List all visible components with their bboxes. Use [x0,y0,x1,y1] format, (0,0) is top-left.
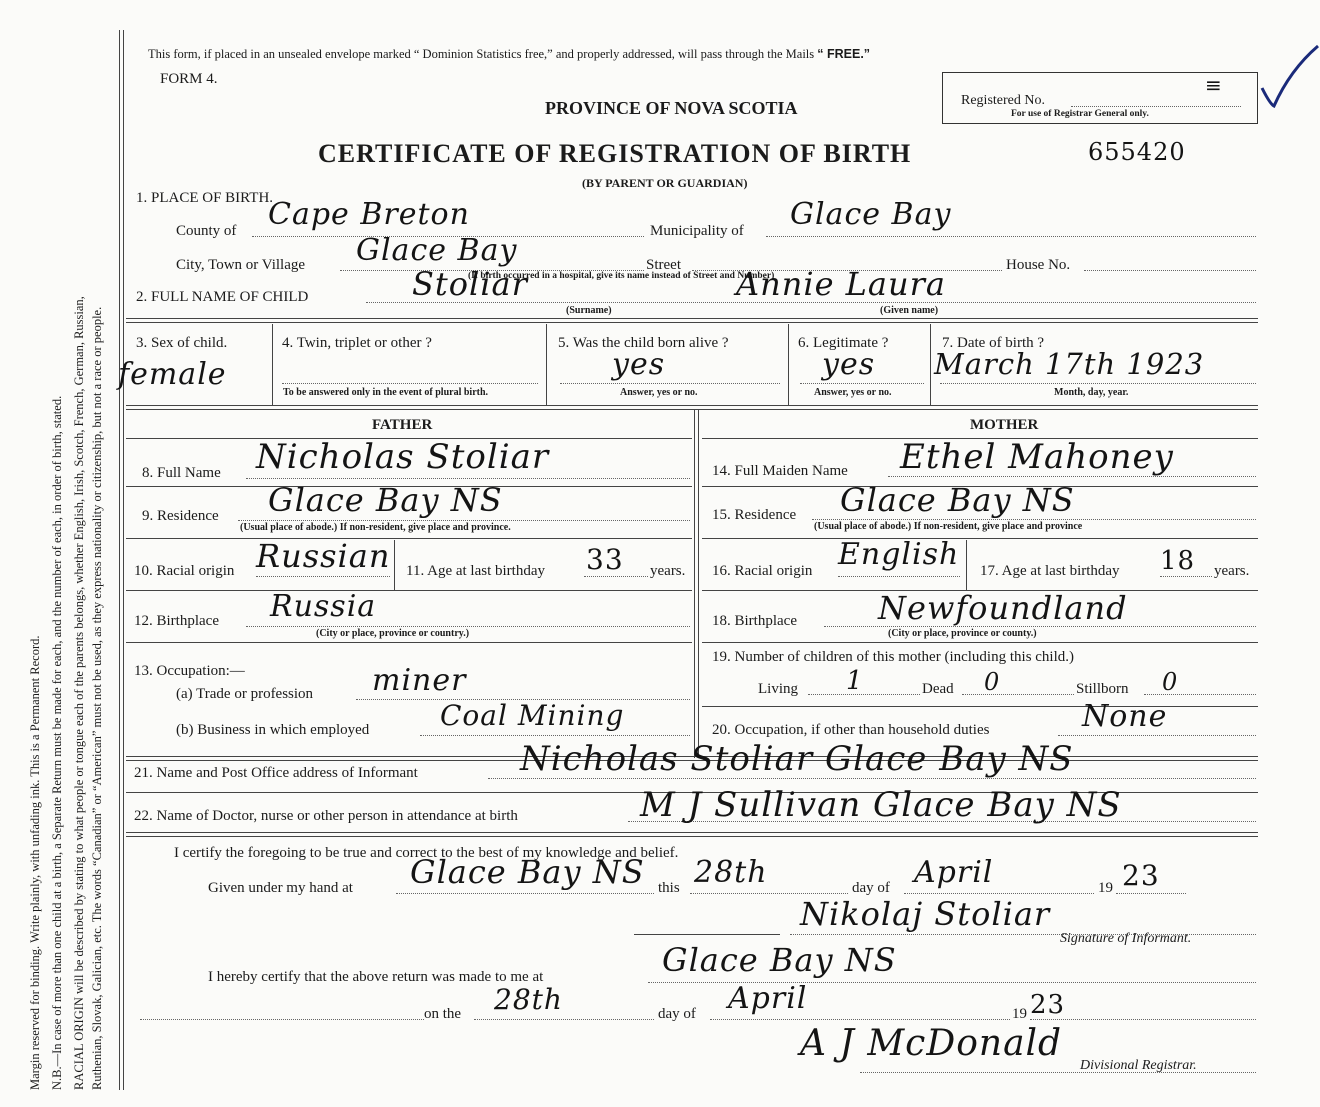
province-heading: PROVINCE OF NOVA SCOTIA [545,98,798,118]
father-years-label: years. [650,563,686,579]
registrar-month-value: April [728,981,808,1016]
mother-age-label: 17. Age at last birthday [980,563,1120,579]
surname-caption: (Surname) [566,305,612,316]
child-name-label: 2. FULL NAME OF CHILD [136,289,309,305]
given-name-caption: (Given name) [880,305,939,316]
stillborn-label: Stillborn [1076,681,1129,697]
rule-row-12 [126,642,692,643]
municipality-line [766,236,1256,237]
register-mark: ≡ [1205,73,1223,97]
certification-statement: I certify the foregoing to be true and correct to the best of my knowledge and belief. [174,845,679,861]
certificate-subtitle: (BY PARENT OR GUARDIAN) [582,176,748,190]
legitimate-label: 6. Legitimate ? [798,335,889,351]
given-day-line [690,893,848,894]
legitimate-caption: Answer, yes or no. [814,387,892,398]
living-label: Living [758,681,798,697]
margin-rule-2 [123,30,124,1090]
alive-caption: Answer, yes or no. [620,387,698,398]
registrar-month-line [710,1019,1010,1020]
father-racial-label: 10. Racial origin [134,563,235,579]
dob-caption: Month, day, year. [1054,387,1129,398]
registrar-day-of-label: day of [658,1006,696,1022]
given-place-value: Glace Bay NS [410,853,645,891]
rule-row-15 [702,538,1258,539]
father-birthplace-line [246,626,690,627]
mother-residence-value: Glace Bay NS [840,481,1075,519]
registrar-caption: Divisional Registrar. [1080,1058,1197,1073]
registered-number-box [942,72,1258,124]
father-residence-value: Glace Bay NS [268,481,503,519]
margin-note-2: N.B.—In case of more than one child at a birth, a Separate Return must be made for each, and the number of each, in order of birth, stated. [50,395,64,1090]
check-mark-icon [1260,40,1320,110]
child-surname-value: Stoliar [412,265,528,303]
col-divider-16-17 [966,540,967,590]
father-residence-line [238,520,690,521]
registrar-year-value: 23 [1030,990,1066,1020]
margin-note-1: Margin reserved for binding. Write plainly, with unfading ink. This is a Permanent Record. [28,635,42,1090]
father-business-label: (b) Business in which employed [176,722,370,738]
dob-value: March 17th 1923 [934,347,1205,381]
registrar-leading-line [140,1019,424,1020]
alive-value: yes [612,347,666,382]
mother-name-value: Ethel Mahoney [900,437,1174,477]
father-business-line [420,735,690,736]
attendant-value: M J Sullivan Glace Bay NS [640,785,1122,825]
mother-racial-line [838,576,960,577]
father-residence-caption: (Usual place of abode.) If non-resident, give place and province. [240,522,511,533]
stillborn-value: 0 [1162,668,1179,696]
mother-residence-caption: (Usual place of abode.) If non-resident, give place and province [814,521,1083,532]
rule-row-10 [126,590,692,591]
mother-name-label: 14. Full Maiden Name [712,463,848,479]
dead-line [962,694,1074,695]
certificate-title: CERTIFICATE OF REGISTRATION OF BIRTH [318,139,912,168]
col-divider-c [788,324,789,406]
sex-value: female [118,357,227,392]
signature-blank-line [634,934,780,935]
margin-note-4: Ruthenian, Slovak, Galician, etc. The words “Canadian” or “American” must not be used, as they express nationality or citizenship, but not a race or people. [90,306,104,1090]
signature-caption: Signature of Informant. [1060,931,1192,946]
father-occupation-label: 13. Occupation:— [134,663,245,679]
father-header: FATHER [372,417,433,433]
mother-residence-line [812,519,1256,520]
city-label: City, Town or Village [176,257,306,273]
informant-value: Nicholas Stoliar Glace Bay NS [520,739,1074,779]
mother-age-line [1160,576,1212,577]
legitimate-value: yes [822,347,876,382]
mother-occupation-value: None [1082,699,1168,734]
municipality-value: Glace Bay [790,197,952,232]
mail-notice: This form, if placed in an unsealed envelope marked “ Dominion Statistics free,” and properly addressed, will pass through the Mails “ FREE.” [148,47,871,61]
twin-note: To be answered only in the event of plural birth. [283,387,489,398]
given-month-value: April [914,855,994,890]
father-business-value: Coal Mining [440,699,625,732]
street-label: Street [646,257,681,273]
father-name-value: Nicholas Stoliar [256,437,550,477]
section-divider-4 [126,832,1258,837]
registered-no-dots [1071,106,1241,107]
col-divider-10-11 [394,540,395,590]
legitimate-line [800,383,924,384]
dead-value: 0 [984,668,1001,696]
given-month-line [904,893,1094,894]
rule-row-19 [702,706,1258,707]
registrar-statement: I hereby certify that the above return was made to me at [208,969,544,985]
this-label: this [658,880,680,896]
alive-label: 5. Was the child born alive ? [558,335,729,351]
rule-row-9 [126,538,692,539]
father-residence-label: 9. Residence [142,508,219,524]
father-age-value: 33 [586,543,624,576]
informant-signature: Nikolaj Stoliar [800,895,1051,933]
margin-notes [28,30,122,1090]
child-given-value: Annie Laura [736,265,946,303]
attendant-label: 22. Name of Doctor, nurse or other person in attendance at birth [134,808,518,824]
mother-header: MOTHER [970,417,1039,433]
given-year-value: 23 [1122,859,1160,892]
father-name-label: 8. Full Name [142,465,221,481]
registrar-day-line [474,1019,654,1020]
mother-racial-label: 16. Racial origin [712,563,813,579]
given-under-hand-label: Given under my hand at [208,880,353,896]
dead-label: Dead [922,681,954,697]
municipality-label: Municipality of [650,223,744,239]
registrar-use-note: For use of Registrar General only. [1011,109,1149,119]
father-birthplace-label: 12. Birthplace [134,613,219,629]
informant-label: 21. Name and Post Office address of Informant [134,765,418,781]
city-value: Glace Bay [356,233,518,268]
father-racial-line [256,576,390,577]
sex-label: 3. Sex of child. [136,335,228,351]
margin-rule-1 [119,30,120,1090]
registered-no-label: Registered No. [961,93,1045,108]
father-age-label: 11. Age at last birthday [406,563,545,579]
place-of-birth-label: 1. PLACE OF BIRTH. [136,190,274,206]
father-name-line [246,478,690,479]
mother-birthplace-caption: (City or place, province or county.) [888,628,1037,639]
mother-occupation-line [1058,735,1256,736]
registrar-signature: A J McDonald [800,1023,1063,1064]
mother-birthplace-label: 18. Birthplace [712,613,797,629]
given-place-line [396,893,654,894]
col-divider-a [272,324,273,406]
alive-line [560,383,780,384]
mother-years-label: years. [1214,563,1250,579]
given-day-of-label: day of [852,880,890,896]
house-no-line [1084,270,1256,271]
county-label: County of [176,223,237,239]
form-number: FORM 4. [160,71,218,87]
rule-row-18 [702,642,1258,643]
given-year-prefix: 19 [1098,880,1113,896]
on-the-label: on the [424,1006,462,1022]
given-day-value: 28th [694,855,768,890]
father-trade-value: miner [372,663,467,698]
twin-line [282,383,538,384]
dob-line [940,383,1256,384]
mother-residence-label: 15. Residence [712,507,797,523]
hospital-note: (If birth occurred in a hospital, give its name instead of Street and Number) [468,271,775,281]
living-value: 1 [846,666,864,696]
mother-racial-value: English [838,537,960,572]
house-no-label: House No. [1006,257,1071,273]
dob-label: 7. Date of birth ? [942,335,1045,351]
mother-birthplace-value: Newfoundland [878,589,1128,627]
father-age-line [584,576,648,577]
twin-label: 4. Twin, triplet or other ? [282,335,432,351]
mother-occupation-label: 20. Occupation, if other than household duties [712,722,990,738]
certificate-number: 655420 [1088,138,1186,166]
father-birthplace-value: Russia [270,589,377,624]
registrar-day-value: 28th [494,983,563,1016]
stillborn-line [1144,694,1256,695]
given-year-line [1116,893,1186,894]
mother-age-value: 18 [1160,546,1196,576]
section-divider-2 [126,405,1258,410]
mother-children-label: 19. Number of children of this mother (including this child.) [712,649,1075,665]
col-divider-d [930,324,931,406]
living-line [808,694,920,695]
father-birthplace-caption: (City or place, province or country.) [316,628,470,639]
parents-divider [694,410,699,758]
registrar-place-value: Glace Bay NS [662,941,897,979]
father-trade-label: (a) Trade or profession [176,686,314,702]
county-value: Cape Breton [268,197,470,232]
father-racial-value: Russian [256,537,391,575]
registrar-year-prefix: 19 [1012,1006,1027,1022]
col-divider-b [546,324,547,406]
margin-note-3: RACIAL ORIGIN will be described by stating to what people or tongue each of the parents belongs, whether English, Irish, Scotch, French, German, Russian, [72,296,86,1090]
section-divider-1 [126,318,1258,323]
